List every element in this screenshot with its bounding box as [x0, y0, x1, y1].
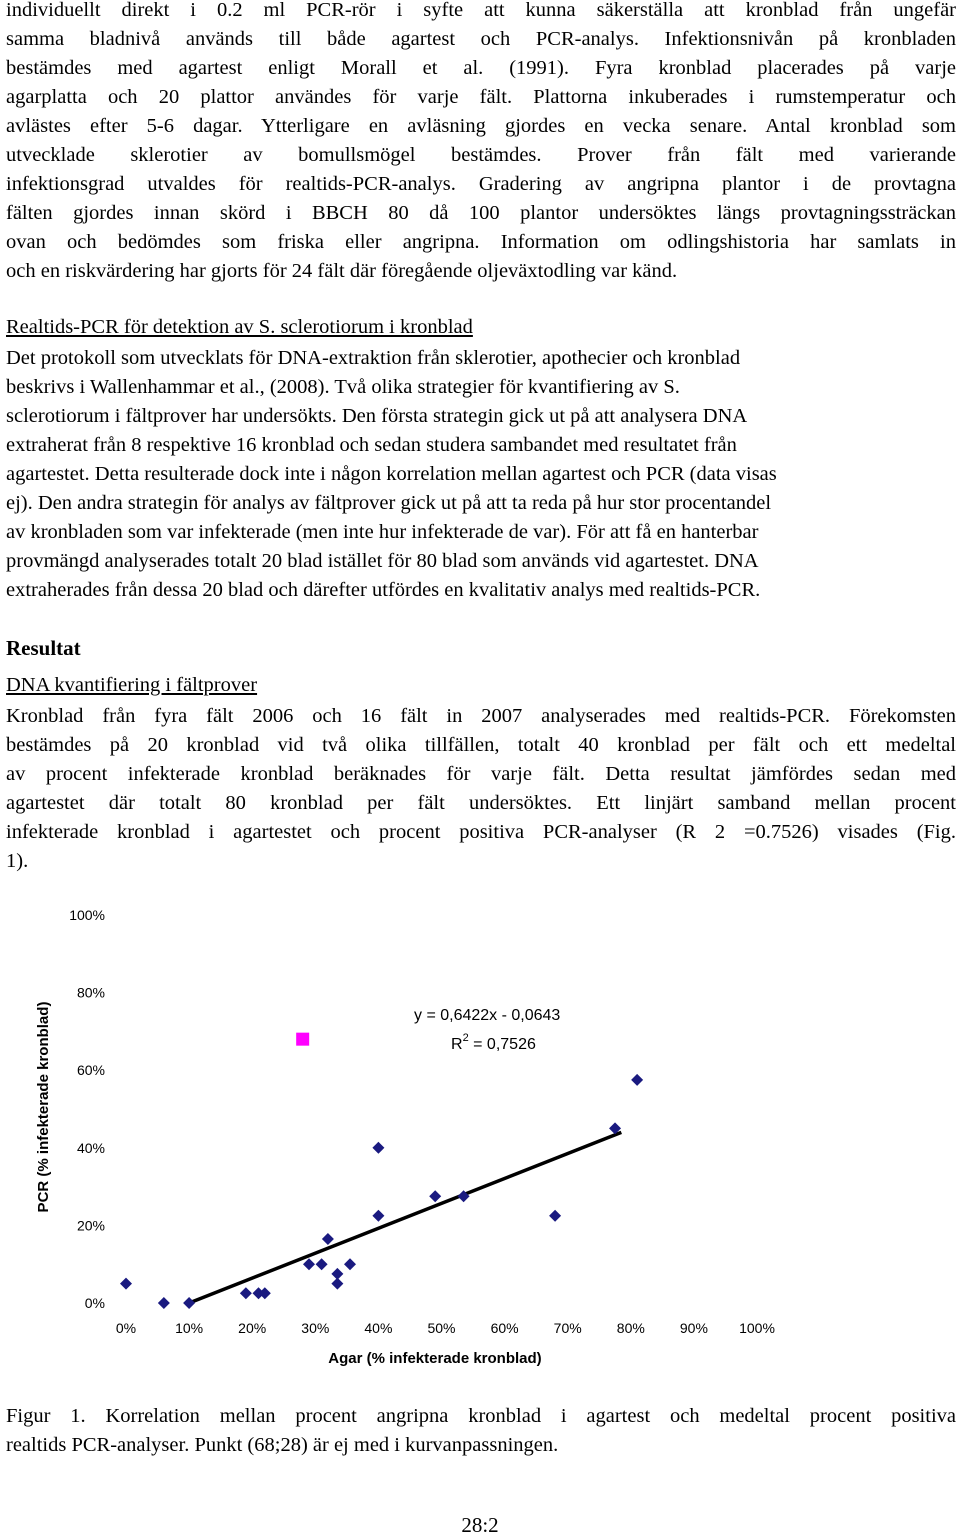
text-line: sclerotiorum i fältprover har undersökts. Den första strategin gick ut på att analysera DNA: [6, 405, 748, 427]
data-point-diamond: [344, 1258, 356, 1270]
paragraph-3: [6, 702, 956, 876]
data-point-diamond: [429, 1190, 441, 1202]
data-point-diamond: [120, 1278, 132, 1290]
data-point-diamond: [322, 1233, 334, 1245]
text-line: samma bladnivå används till både agartest och PCR-analys. Infektionsnivån på kronbladen: [6, 28, 956, 50]
paragraph-2: [6, 344, 956, 605]
text-line: ovan och bedömdes som friska eller angripna. Information om odlingshistoria har samlats in: [6, 231, 956, 253]
text-line: bestämdes på 20 kronblad vid två olika tillfällen, totalt 40 kronblad per fält och ett medeltal: [6, 734, 956, 756]
figure-caption: [6, 1402, 956, 1460]
data-point-diamond: [372, 1142, 384, 1154]
text-line: extraherades från dessa 20 blad och därefter utfördes en kvalitativ analys med realtids-PCR.: [6, 579, 761, 601]
text-line: Det protokoll som utvecklats för DNA-extraktion från sklerotier, apothecier och kronblad: [6, 347, 741, 369]
data-point-diamond: [316, 1258, 328, 1270]
text-line: agarplatta och 20 plattor användes för varje fält. Plattorna inkuberades i rumstemperatur och: [6, 86, 956, 108]
y-tick-label: 80%: [76, 984, 105, 1001]
data-point-diamond: [259, 1287, 271, 1299]
x-tick-label: 60%: [490, 1320, 519, 1336]
text-line: Kronblad från fyra fält 2006 och 16 fält in 2007 analyserades med realtids-PCR. Förekomsten: [6, 705, 956, 727]
text-line: avlästes efter 5-6 dagar. Ytterligare en avläsning gjordes en vecka senare. Antal kronblad som: [6, 115, 956, 137]
x-tick-label: 90%: [679, 1320, 708, 1336]
results-heading: Resultat: [6, 636, 81, 660]
x-tick-label: 10%: [175, 1320, 204, 1336]
data-point-diamond: [549, 1210, 561, 1222]
x-tick-label: 30%: [301, 1320, 330, 1336]
data-point-diamond: [240, 1287, 252, 1299]
y-tick-label: 0%: [84, 1295, 105, 1311]
data-point-diamond: [331, 1278, 343, 1290]
text-line: agartestet där totalt 80 kronblad per fält undersöktes. Ett linjärt samband mellan procent: [6, 792, 956, 814]
data-point-diamond: [372, 1210, 384, 1222]
x-tick-label: 80%: [616, 1320, 645, 1336]
caption-line: realtids PCR-analyser. Punkt (68;28) är ej med i kurvanpassningen.: [6, 1434, 559, 1456]
x-tick-label: 50%: [427, 1320, 456, 1336]
text-line: extraherat från 8 respektive 16 kronblad och sedan studera sambandet med resultatet från: [6, 434, 737, 456]
y-tick-label: 100%: [69, 907, 105, 923]
y-tick-label: 60%: [76, 1062, 105, 1079]
text-line: utvecklade sklerotier av bomullsmögel bestämdes. Prover från fält med varierande: [6, 144, 956, 166]
r-squared-label: $R^2 = 0,7526$: [451, 1032, 536, 1053]
data-point-square: [296, 1033, 309, 1046]
text-line: individuellt direkt i 0.2 ml PCR-rör i syfte att kunna säkerställa att kronblad från ungefär: [6, 0, 956, 21]
text-line: av kronbladen som var infekterade (men inte hur infekterade de var). För att få en hanterbar: [6, 521, 759, 543]
x-tick-label: 20%: [238, 1320, 267, 1336]
data-points: [120, 1033, 643, 1309]
text-line: agartestet. Detta resulterade dock inte i någon korrelation mellan agartest och PCR (data visas: [6, 463, 777, 485]
regression-equation: y = 0,6422x - 0,0643: [414, 1007, 561, 1024]
x-tick-label: 0%: [115, 1320, 137, 1336]
text-line: 1).: [6, 850, 29, 872]
x-tick-label: 40%: [364, 1320, 393, 1336]
x-axis-ticks: [116, 1320, 775, 1336]
data-point-diamond: [303, 1258, 315, 1270]
data-point-diamond: [183, 1297, 195, 1309]
data-point-diamond: [631, 1074, 643, 1086]
text-line: ej). Den andra strategin för analys av fältprover gick ut på att ta reda på hur stor procentandel: [6, 492, 772, 514]
x-axis-label: Agar (% infekterade kronblad): [328, 1350, 542, 1367]
y-tick-label: 40%: [76, 1139, 105, 1156]
x-tick-label: 100%: [739, 1320, 775, 1336]
paragraph-1: [6, 0, 956, 286]
text-line: provmängd analyserades totalt 20 blad istället för 80 blad som används vid agartestet. DNA: [6, 550, 759, 572]
section-heading-realtids-pcr: Realtids-PCR för detektion av S. sclerotiorum i kronblad: [6, 316, 473, 338]
text-line: beskrivs i Wallenhammar et al., (2008). Två olika strategier för kvantifiering av S.: [6, 376, 680, 398]
y-axis-label: PCR (% infekterade kronblad): [35, 1001, 52, 1213]
caption-line: Figur 1. Korrelation mellan procent angripna kronblad i agartest och medeltal procent positiva: [6, 1405, 956, 1427]
results-subheading: DNA kvantifiering i fältprover: [6, 674, 258, 696]
text-line: fälten gjordes innan skörd i BBCH 80 då 100 plantor undersöktes längs provtagningssträckan: [6, 202, 956, 224]
text-line: av procent infekterade kronblad beräknades för varje fält. Detta resultat jämfördes sedan med: [6, 763, 956, 785]
y-axis-ticks: [69, 907, 105, 1311]
y-tick-label: 20%: [76, 1217, 105, 1234]
scatter-chart: [0, 880, 960, 1390]
text-line: infektionsgrad utvaldes för realtids-PCR-analys. Gradering av angripna plantor i de provtagna: [6, 173, 956, 195]
text-line: bestämdes med agartest enligt Morall et al. (1991). Fyra kronblad placerades på varje: [6, 57, 956, 79]
data-point-diamond: [158, 1297, 170, 1309]
x-tick-label: 70%: [553, 1320, 582, 1336]
text-line: och en riskvärdering har gjorts för 24 fält där föregående oljeväxtodling var känd.: [6, 260, 678, 282]
page-number: 28:2: [461, 1513, 499, 1537]
text-line: infekterade kronblad i agartestet och procent positiva PCR-analyser (R 2 =0.7526) visades (Fig.: [6, 821, 956, 843]
